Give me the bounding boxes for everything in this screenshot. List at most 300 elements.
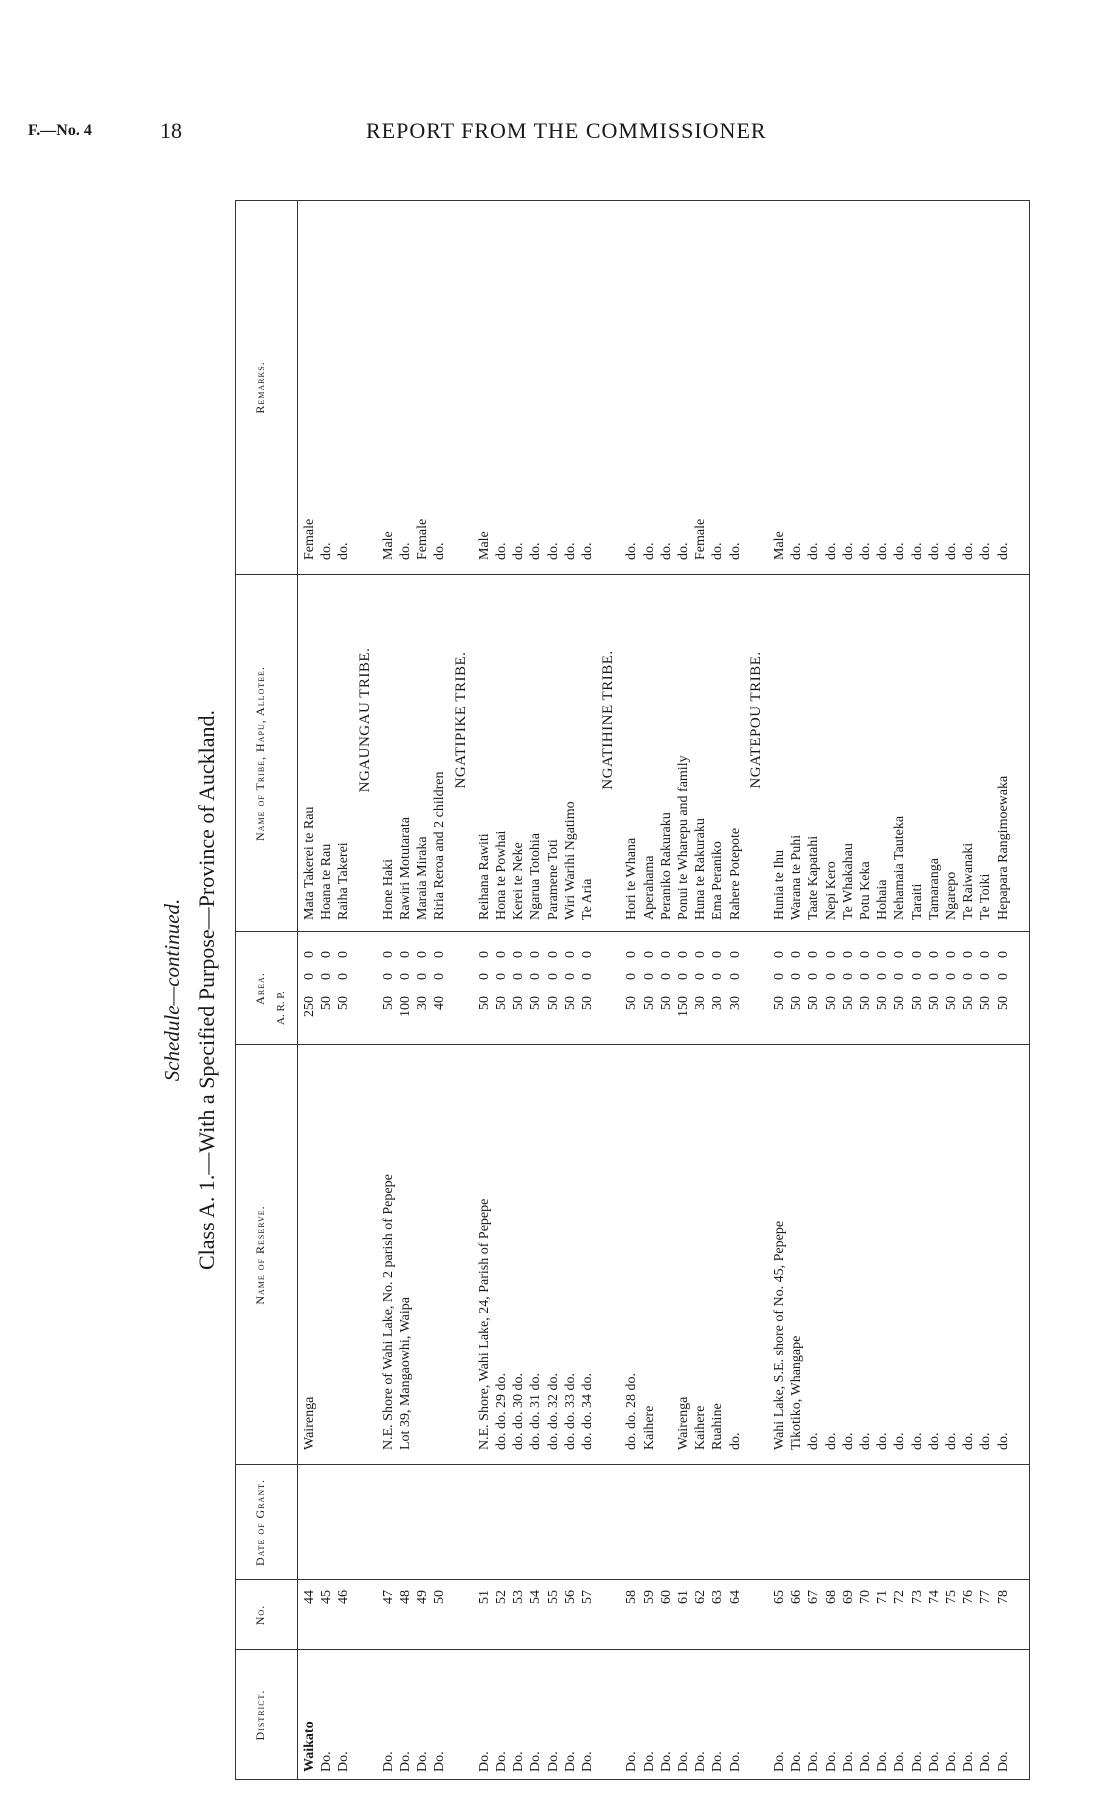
number-cell: 57 [580, 1590, 595, 1604]
allotee-cell: Ngarepo [944, 871, 959, 920]
tribe-heading-text: NGATIHINE TRIBE. [600, 650, 617, 790]
remarks-cell: do. [580, 542, 595, 560]
reserve-cell: Wairenga [676, 1396, 691, 1450]
district-cell: Do. [772, 1751, 787, 1772]
number-cell: 74 [926, 1590, 942, 1604]
remarks-cell: do. [710, 542, 726, 560]
reserve-cell: do. [892, 1432, 908, 1450]
perches-cell: 0 [944, 951, 959, 958]
table-row [562, 200, 579, 1780]
roods-cell: 0 [789, 973, 805, 980]
district-cell: Do. [415, 1751, 431, 1772]
perches-cell: 0 [995, 951, 1011, 958]
col-header-remarks: Remarks. [253, 361, 267, 414]
tribe-heading-text: NGATEPOU TRIBE. [747, 651, 764, 789]
number-cell: 46 [336, 1590, 352, 1604]
table-row [960, 200, 977, 1780]
allotee-cell: Peraniko Rakuraku [658, 812, 674, 920]
col-header-area: Area. [253, 972, 267, 1005]
allotee-cell: Wiri Warihi Ngatimo [562, 801, 578, 920]
acres-cell: 50 [892, 996, 908, 1010]
allotee-cell: Hepapara Rangimoewaka [995, 775, 1011, 920]
perches-cell: 0 [415, 951, 431, 958]
district-cell: Do. [875, 1751, 891, 1772]
number-cell: 60 [658, 1590, 674, 1604]
reserve-cell: do. [978, 1432, 994, 1450]
acres-cell: 50 [580, 996, 595, 1010]
perches-cell: 0 [892, 951, 908, 958]
remarks-cell: do. [641, 542, 657, 560]
district-cell: Do. [624, 1751, 640, 1772]
perches-cell: 0 [432, 951, 448, 958]
district-cell: Waikato [302, 1721, 317, 1772]
table-row [545, 200, 562, 1780]
remarks-cell: Male [476, 531, 492, 560]
reserve-cell: Lot 39, Mangaowhi, Waipa [398, 1297, 413, 1450]
district-cell: Do. [476, 1751, 492, 1772]
allotee-cell: Ngarua Totohia [528, 832, 544, 920]
number-cell: 77 [978, 1590, 994, 1604]
district-cell: Do. [528, 1751, 544, 1772]
roods-cell: 0 [978, 973, 994, 980]
roods-cell: 0 [892, 973, 908, 980]
schedule-table [235, 200, 1030, 1780]
class-caption: Class A. 1.—With a Specified Purpose—Province of Auckland. [194, 709, 219, 1271]
number-cell: 65 [772, 1590, 787, 1604]
allotee-cell: Potu Keka [858, 861, 873, 920]
allotee-cell: Hone Haki [380, 858, 396, 920]
table-row [431, 200, 448, 1780]
roods-cell: 0 [658, 973, 674, 980]
allotee-cell: Maraia Miraka [415, 836, 431, 920]
perches-cell: 0 [302, 951, 317, 958]
district-cell: Do. [727, 1751, 743, 1772]
perches-cell: 0 [789, 951, 805, 958]
table-row [943, 200, 960, 1780]
acres-cell: 50 [858, 996, 873, 1010]
remarks-cell: do. [528, 542, 544, 560]
perches-cell: 0 [580, 951, 595, 958]
perches-cell: 0 [858, 951, 873, 958]
roods-cell: 0 [319, 973, 335, 980]
allotee-cell: Hohaia [875, 879, 891, 920]
roods-cell: 0 [476, 973, 492, 980]
table-row [771, 200, 788, 1780]
table-row [977, 200, 994, 1780]
roods-cell: 0 [823, 973, 839, 980]
remarks-cell: do. [727, 542, 743, 560]
roods-cell: 0 [624, 973, 640, 980]
remarks-cell: do. [875, 542, 891, 560]
number-cell: 54 [528, 1590, 544, 1604]
acres-cell: 50 [336, 996, 352, 1010]
district-cell: Do. [789, 1751, 805, 1772]
acres-cell: 50 [319, 996, 335, 1010]
table-row [527, 200, 544, 1780]
acres-cell: 30 [710, 996, 726, 1010]
district-cell: Do. [676, 1751, 691, 1772]
number-cell: 55 [545, 1590, 561, 1604]
reserve-cell: do. do. 34 do. [580, 1373, 595, 1450]
reserve-cell: do. [909, 1432, 925, 1450]
col-header-date: Date of Grant. [253, 1479, 267, 1566]
remarks-cell: do. [432, 542, 448, 560]
table-row [675, 200, 692, 1780]
remarks-cell: do. [624, 542, 640, 560]
allotee-cell: Warana te Puhi [789, 834, 805, 920]
roods-cell: 0 [580, 973, 595, 980]
remarks-cell: do. [806, 542, 822, 560]
col-header-district: District. [253, 1689, 267, 1741]
district-cell: Do. [380, 1751, 396, 1772]
district-cell: Do. [398, 1751, 413, 1772]
perches-cell: 0 [909, 951, 925, 958]
remarks-cell: do. [926, 542, 942, 560]
allotee-cell: Huna te Rakuraku [693, 818, 709, 920]
allotee-cell: Hona te Powhai [494, 830, 509, 920]
number-cell: 73 [909, 1590, 925, 1604]
reserve-cell: do. do. 30 do. [511, 1373, 527, 1450]
district-cell: Do. [995, 1751, 1011, 1772]
district-cell: Do. [336, 1751, 352, 1772]
perches-cell: 0 [336, 951, 352, 958]
reserve-cell: do. do. 32 do. [545, 1373, 561, 1450]
reserve-cell: Kaihere [693, 1405, 709, 1450]
reserve-cell: do. do. 31 do. [528, 1373, 544, 1450]
remarks-cell: do. [676, 542, 691, 560]
acres-cell: 250 [302, 996, 317, 1017]
number-cell: 56 [562, 1590, 578, 1604]
acres-cell: 30 [727, 996, 743, 1010]
allotee-cell: Riria Reroa and 2 children [432, 771, 448, 920]
acres-cell: 50 [624, 996, 640, 1010]
number-cell: 59 [641, 1590, 657, 1604]
district-cell: Do. [658, 1751, 674, 1772]
district-cell: Do. [319, 1751, 335, 1772]
allotee-cell: Taate Kapatahi [806, 835, 822, 920]
perches-cell: 0 [926, 951, 942, 958]
remarks-cell: do. [858, 542, 873, 560]
district-cell: Do. [823, 1751, 839, 1772]
table-row [891, 200, 908, 1780]
allotee-cell: Aperahama [641, 855, 657, 920]
reserve-cell: do. [858, 1432, 873, 1450]
roods-cell: 0 [302, 973, 317, 980]
col-header-reserve: Name of Reserve. [253, 1205, 267, 1305]
roods-cell: 0 [336, 973, 352, 980]
table-row [995, 200, 1012, 1780]
page-number: 18 [160, 118, 182, 143]
district-cell: Do. [926, 1751, 942, 1772]
allotee-cell: Nehamaia Tauteka [892, 815, 908, 920]
acres-cell: 50 [658, 996, 674, 1010]
roods-cell: 0 [380, 973, 396, 980]
remarks-cell: do. [658, 542, 674, 560]
acres-cell: 50 [909, 996, 925, 1010]
number-cell: 66 [789, 1590, 805, 1604]
reserve-cell: do. [727, 1432, 743, 1450]
table-row [692, 200, 709, 1780]
table-row [301, 200, 318, 1780]
remarks-cell: do. [494, 542, 509, 560]
perches-cell: 0 [961, 951, 977, 958]
acres-cell: 30 [693, 996, 709, 1010]
number-cell: 71 [875, 1590, 891, 1604]
rotated-schedule [160, 200, 1030, 1780]
district-cell: Do. [944, 1751, 959, 1772]
allotee-cell: Rawiri Motutarata [398, 816, 413, 920]
perches-cell: 0 [641, 951, 657, 958]
perches-cell: 0 [823, 951, 839, 958]
remarks-cell: do. [909, 542, 925, 560]
perches-cell: 0 [511, 951, 527, 958]
district-cell: Do. [961, 1751, 977, 1772]
table-row [579, 200, 596, 1780]
reserve-cell: do. [806, 1432, 822, 1450]
number-cell: 45 [319, 1590, 335, 1604]
acres-cell: 50 [840, 996, 856, 1010]
perches-cell: 0 [562, 951, 578, 958]
perches-cell: 0 [676, 951, 691, 958]
perches-cell: 0 [806, 951, 822, 958]
reserve-cell: do. do. 28 do. [624, 1373, 640, 1450]
reserve-cell: do. do. 33 do. [562, 1373, 578, 1450]
table-row [510, 200, 527, 1780]
number-cell: 61 [676, 1590, 691, 1604]
reserve-cell: do. [995, 1432, 1011, 1450]
number-cell: 62 [693, 1590, 709, 1604]
reserve-cell: do. do. 29 do. [494, 1373, 509, 1450]
acres-cell: 50 [545, 996, 561, 1010]
district-cell: Do. [641, 1751, 657, 1772]
acres-cell: 30 [415, 996, 431, 1010]
tribe-heading-text: NGATIPIKE TRIBE. [452, 651, 469, 789]
roods-cell: 0 [944, 973, 959, 980]
roods-cell: 0 [909, 973, 925, 980]
remarks-cell: do. [944, 542, 959, 560]
remarks-cell: do. [789, 542, 805, 560]
perches-cell: 0 [398, 951, 413, 958]
allotee-cell: Hunia te Ihu [772, 850, 787, 920]
reserve-cell: N.E. Shore, Wahi Lake, 24, Parish of Pepepe [476, 1198, 492, 1450]
table-row [318, 200, 335, 1780]
acres-cell: 50 [823, 996, 839, 1010]
number-cell: 47 [380, 1590, 396, 1604]
allotee-cell: Nepi Kero [823, 861, 839, 920]
remarks-cell: do. [562, 542, 578, 560]
schedule-caption: Schedule—continued. [160, 898, 184, 1082]
acres-cell: 50 [511, 996, 527, 1010]
district-cell: Do. [545, 1751, 561, 1772]
district-cell: Do. [432, 1751, 448, 1772]
number-cell: 68 [823, 1590, 839, 1604]
remarks-cell: Female [302, 518, 317, 560]
table-row [909, 200, 926, 1780]
acres-cell: 50 [961, 996, 977, 1010]
remarks-cell: do. [978, 542, 994, 560]
remarks-cell: do. [823, 542, 839, 560]
allotee-cell: Te Aria [580, 878, 595, 920]
perches-cell: 0 [476, 951, 492, 958]
roods-cell: 0 [494, 973, 509, 980]
number-cell: 69 [840, 1590, 856, 1604]
acres-cell: 100 [398, 996, 413, 1017]
acres-cell: 50 [944, 996, 959, 1010]
acres-cell: 50 [494, 996, 509, 1010]
number-cell: 76 [961, 1590, 977, 1604]
perches-cell: 0 [494, 951, 509, 958]
roods-cell: 0 [995, 973, 1011, 980]
area-units: A. R. P. [275, 991, 287, 1025]
acres-cell: 50 [995, 996, 1011, 1010]
district-cell: Do. [580, 1751, 595, 1772]
allotee-cell: Kerei te Neke [511, 842, 527, 920]
roods-cell: 0 [926, 973, 942, 980]
allotee-cell: Paramene Toti [545, 839, 561, 920]
header-rule [297, 200, 298, 1780]
reserve-cell: N.E. Shore of Wahi Lake, No. 2 parish of Pepepe [380, 1174, 396, 1450]
reserve-cell: do. [840, 1432, 856, 1450]
table-row [805, 200, 822, 1780]
perches-cell: 0 [624, 951, 640, 958]
acres-cell: 50 [789, 996, 805, 1010]
roods-cell: 0 [528, 973, 544, 980]
perches-cell: 0 [319, 951, 335, 958]
remarks-cell: Male [772, 531, 787, 560]
district-cell: Do. [978, 1751, 994, 1772]
reserve-cell: do. [926, 1432, 942, 1450]
district-cell: Do. [710, 1751, 726, 1772]
document-reference: F.—No. 4 [28, 122, 92, 139]
running-title: REPORT FROM THE COMMISSIONER [366, 118, 767, 143]
remarks-cell: Female [415, 518, 431, 560]
col-header-name: Name of Tribe, Hapu, Allotee. [253, 666, 267, 841]
remarks-cell: do. [319, 542, 335, 560]
number-cell: 48 [398, 1590, 413, 1604]
number-cell: 52 [494, 1590, 509, 1604]
allotee-cell: Tamaranga [926, 858, 942, 920]
district-cell: Do. [840, 1751, 856, 1772]
acres-cell: 50 [806, 996, 822, 1010]
roods-cell: 0 [676, 973, 691, 980]
reserve-cell: Tikotiko, Whangape [789, 1335, 805, 1450]
col-header-no: No. [253, 1604, 267, 1626]
allotee-cell: Te Whakahau [840, 843, 856, 920]
acres-cell: 150 [676, 996, 691, 1017]
roods-cell: 0 [806, 973, 822, 980]
roods-cell: 0 [875, 973, 891, 980]
roods-cell: 0 [545, 973, 561, 980]
district-cell: Do. [693, 1751, 709, 1772]
allotee-cell: Te Toiki [978, 873, 994, 920]
table-row [823, 200, 840, 1780]
table-row [857, 200, 874, 1780]
acres-cell: 50 [562, 996, 578, 1010]
number-cell: 50 [432, 1590, 448, 1604]
allotee-cell: Mata Takerei te Rau [302, 806, 317, 920]
table-row [727, 200, 744, 1780]
acres-cell: 50 [978, 996, 994, 1010]
remarks-cell: do. [995, 542, 1011, 560]
reserve-cell: do. [944, 1432, 959, 1450]
perches-cell: 0 [772, 951, 787, 958]
number-cell: 51 [476, 1590, 492, 1604]
acres-cell: 50 [380, 996, 396, 1010]
roods-cell: 0 [961, 973, 977, 980]
perches-cell: 0 [380, 951, 396, 958]
number-cell: 44 [302, 1590, 317, 1604]
perches-cell: 0 [693, 951, 709, 958]
allotee-cell: Hoana te Rau [319, 843, 335, 920]
remarks-cell: do. [398, 542, 413, 560]
roods-cell: 0 [772, 973, 787, 980]
reserve-cell: do. [875, 1432, 891, 1450]
perches-cell: 0 [727, 951, 743, 958]
roods-cell: 0 [840, 973, 856, 980]
acres-cell: 50 [875, 996, 891, 1010]
table-row [874, 200, 891, 1780]
number-cell: 72 [892, 1590, 908, 1604]
table-row [926, 200, 943, 1780]
table-row [414, 200, 431, 1780]
allotee-cell: Rahere Potepote [727, 827, 743, 920]
table-row [397, 200, 414, 1780]
table-row [623, 200, 640, 1780]
remarks-cell: do. [545, 542, 561, 560]
acres-cell: 50 [926, 996, 942, 1010]
number-cell: 70 [858, 1590, 873, 1604]
roods-cell: 0 [415, 973, 431, 980]
roods-cell: 0 [727, 973, 743, 980]
table-row [493, 200, 510, 1780]
allotee-cell: Raiha Takerei [336, 842, 352, 920]
allotee-cell: Te Raiwanaki [961, 842, 977, 920]
perches-cell: 0 [658, 951, 674, 958]
table-row [788, 200, 805, 1780]
number-cell: 64 [727, 1590, 743, 1604]
reserve-cell: Wahi Lake, S.E. shore of No. 45, Pepepe [772, 1220, 787, 1450]
allotee-cell: Taraiti [909, 883, 925, 920]
roods-cell: 0 [858, 973, 873, 980]
table-row [641, 200, 658, 1780]
roods-cell: 0 [432, 973, 448, 980]
district-cell: Do. [511, 1751, 527, 1772]
reserve-cell: Ruahine [710, 1403, 726, 1450]
number-cell: 49 [415, 1590, 431, 1604]
remarks-cell: do. [511, 542, 527, 560]
table-row [335, 200, 352, 1780]
reserve-cell: Wairenga [302, 1396, 317, 1450]
perches-cell: 0 [528, 951, 544, 958]
remarks-cell: do. [840, 542, 856, 560]
roods-cell: 0 [511, 973, 527, 980]
page-header [0, 118, 1114, 148]
reserve-cell: Kaihere [641, 1405, 657, 1450]
district-cell: Do. [806, 1751, 822, 1772]
acres-cell: 50 [528, 996, 544, 1010]
perches-cell: 0 [710, 951, 726, 958]
district-cell: Do. [892, 1751, 908, 1772]
remarks-cell: Male [380, 531, 396, 560]
remarks-cell: do. [892, 542, 908, 560]
number-cell: 63 [710, 1590, 726, 1604]
roods-cell: 0 [641, 973, 657, 980]
roods-cell: 0 [710, 973, 726, 980]
number-cell: 67 [806, 1590, 822, 1604]
perches-cell: 0 [545, 951, 561, 958]
acres-cell: 50 [476, 996, 492, 1010]
table-row [476, 200, 493, 1780]
